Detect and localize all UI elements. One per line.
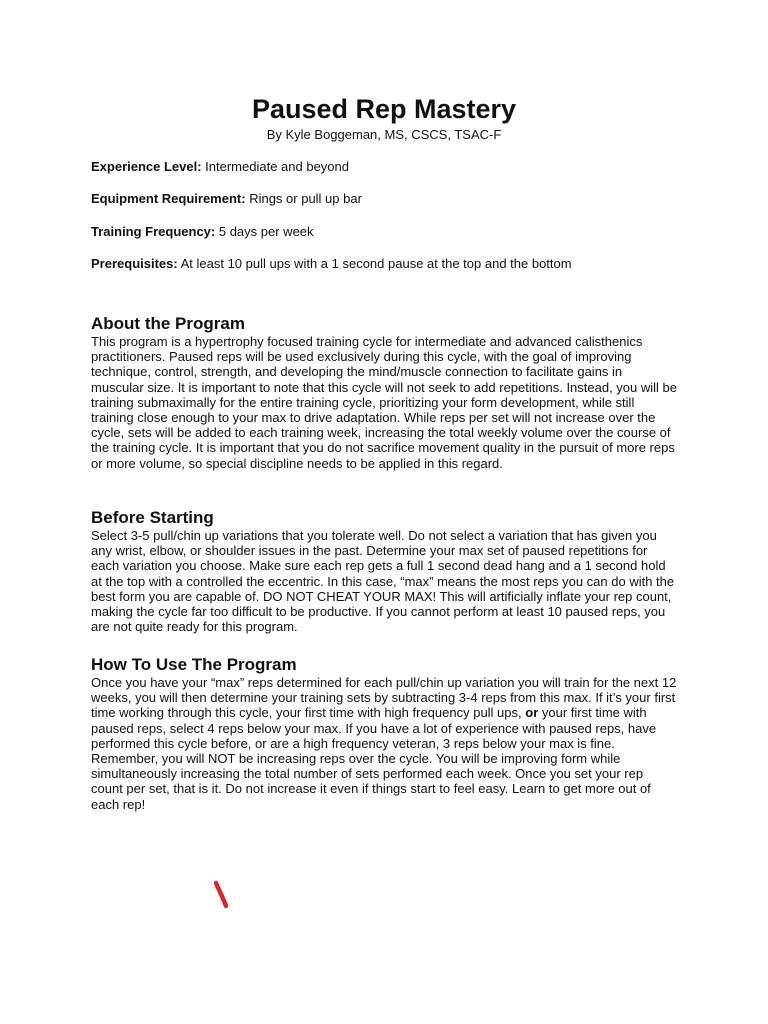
- training-frequency-value: 5 days per week: [215, 224, 314, 239]
- prerequisites-value: At least 10 pull ups with a 1 second pause at the top and the bottom: [177, 256, 572, 271]
- training-frequency-row: [91, 224, 731, 240]
- red-pen-stroke: [216, 883, 226, 906]
- about-program-heading: About the Program: [91, 314, 245, 333]
- before-starting-heading: Before Starting: [91, 508, 214, 527]
- experience-level-row: [91, 159, 731, 175]
- how-to-use-body-part1: Once you have your “max” reps determined for each pull/chin up variation you will train for the next 12 weeks, you will then determine your training sets by subtracting 3-4 reps from this max. If it’s your first time working through this cycle, your first time with high frequency pull ups,: [91, 675, 677, 721]
- training-frequency-label: Training Frequency:: [91, 224, 216, 239]
- how-to-use-body: [91, 675, 677, 812]
- experience-level-value: Intermediate and beyond: [201, 159, 349, 174]
- prerequisites-row: [91, 256, 731, 272]
- document-title: Paused Rep Mastery: [251, 94, 517, 124]
- equipment-requirement-label: Equipment Requirement:: [91, 191, 246, 206]
- about-program-body: This program is a hypertrophy focused training cycle for intermediate and advanced calisthenics practitioners. Paused reps will be used exclusively during this cycle, with the goal of improving technique, control, strength, and developing the mind/muscle connection to facilitate gains in muscular size. It is important to note that this cycle will not seek to add repetitions. Instead, you will be training submaximally for the entire training cycle, prioritizing your form development, while still training close enough to your max to drive adaptation. While reps per set will not increase over the cycle, sets will be added to each training week, increasing the total weekly volume over the course of the training cycle. It is important that you do not sacrifice movement quality in the pursuit of more reps or more volume, so special discipline needs to be applied in this regard.: [91, 334, 678, 471]
- before-starting-body: Select 3-5 pull/chin up variations that you tolerate well. Do not select a variation that has given you any wrist, elbow, or shoulder issues in the past. Determine your max set of paused repetitions for each variation you choose. Make sure each rep gets a full 1 second dead hang and a 1 second hold at the top with a controlled the eccentric. In this case, “max” means the most reps you can do with the best form you are capable of. DO NOT CHEAT YOUR MAX! This will artificially inflate your rep count, making the cycle far too difficult to be productive. If you cannot perform at least 10 paused reps, you are not quite ready for this program.: [91, 528, 675, 635]
- red-pen-mark: [212, 880, 234, 910]
- experience-level-label: Experience Level:: [91, 159, 202, 174]
- equipment-requirement-row: [91, 191, 731, 207]
- prerequisites-label: Prerequisites:: [91, 256, 178, 271]
- how-to-use-body-part2: your first time with paused reps, select 4 reps below your max. If you have a lot of experience with paused reps, have performed this cycle before, or are a high frequency veteran, 3 reps below your max is fine. Remember, you will NOT be increasing reps over the cycle. You will be improving form while simultaneously increasing the total number of sets performed each week. Once you set your rep count per set, that is it. Do not increase it even if things start to feel easy. Learn to get more out of each rep!: [91, 705, 657, 812]
- author-byline: By Kyle Boggeman, MS, CSCS, TSAC-F: [266, 127, 502, 142]
- how-to-use-heading: How To Use The Program: [91, 655, 297, 674]
- equipment-requirement-value: Rings or pull up bar: [245, 191, 362, 206]
- how-to-use-emphasis: or: [525, 705, 539, 721]
